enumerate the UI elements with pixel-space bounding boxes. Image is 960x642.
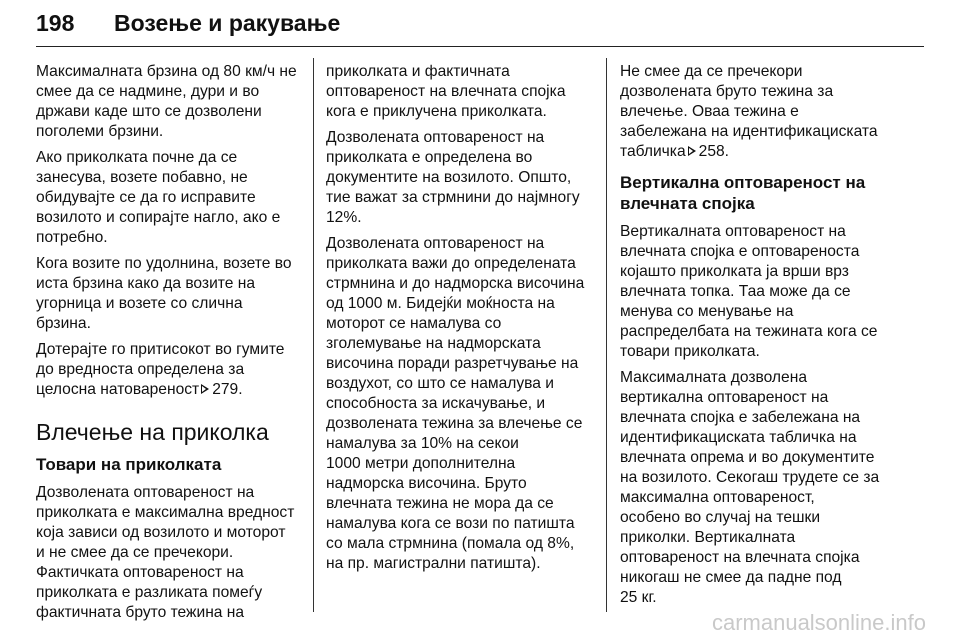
paragraph: Максималната брзина од 80 км/ч не смее да се надмине, дури и во држави каде што се дозволени поголеми брзини. [36, 63, 297, 140]
page-reference-icon [688, 146, 696, 156]
subsection-heading: Товари на приколката [36, 455, 222, 474]
chapter-heading: Влечење на приколка [36, 419, 269, 445]
paragraph: Ако приколката почне да се занесува, возете побавно, не обидувајте се да го исправите возилото и сопирајте нагло, ако е потребно. [36, 149, 281, 246]
page-reference[interactable]: 279. [212, 381, 243, 398]
paragraph: Дотерајте го притисокот во гумите до вредноста определена за целосна натовареност 279. [36, 341, 285, 398]
subsection-heading: Вертикална оптовареност на влечната спојка [620, 173, 866, 213]
text-column-3 [620, 62, 888, 614]
page-reference-icon [201, 384, 209, 394]
paragraph: приколката и фактичната оптовареност на влечната спојка кога е приклучена приколката. [326, 63, 566, 120]
watermark: carmanualsonline.info [711, 610, 926, 635]
page-number: 198 [36, 10, 75, 36]
text-column-1 [36, 62, 304, 629]
paragraph: Кога возите по удолнина, возете во иста брзина како да возите на угорница и возете со слична брзина. [36, 255, 292, 332]
paragraph: Вертикалната оптовареност на влечната спојка е оптовареноста којашто приколката ја врши врз влечната топка. Таа може да се менува со менување на распределбата на тежината кога се товари приколката. [620, 223, 878, 360]
section-title: Возење и ракување [114, 10, 341, 36]
column-divider [606, 58, 607, 612]
paragraph: Дозволената оптовареност на приколката важи до определената стрмнина и до надморска височина од 1000 м. Бидејќи моќноста на моторот се намалува со зголемување на надморската височина поради разретчување на воздухот, со што се намалува и способноста за искачување, и дозволената тежина за влечење се намалува за 10% на секои 1000 метри дополнителна надморска височина. Бруто влечната тежина не мора да се намалува кога се вози по патишта со мала стрмнина (помала од 8%, на пр. магистрални патишта). [326, 235, 585, 572]
column-divider [313, 58, 314, 612]
paragraph: Не смее да се пречекори дозволената бруто тежина за влечење. Оваа тежина е забележана на идентификациската табличка 258. [620, 63, 878, 160]
paragraph: Максималната дозволена вертикална оптовареност на влечната спојка е забележана на идентификациската табличка на влечната опрема и во документите на возилото. Секогаш трудете се за максимална оптовареност, особено во случај на тешки приколки. Вертикалната оптовареност на влечната спојка никогаш не смее да падне под 25 кг. [620, 369, 880, 606]
paragraph: Дозволената оптовареност на приколката е определена во документите на возилото. Општо, тие важат за стрмнини до најмногу 12%. [326, 129, 580, 226]
page-header [36, 6, 924, 47]
text-column-2 [326, 62, 594, 580]
page-reference[interactable]: 258. [698, 143, 730, 160]
paragraph: Дозволената оптовареност на приколката е максимална вредност која зависи од возилото и моторот и не смее да се пречекори. Фактичката оптовареност на приколката е разликата помеѓу фактичната бруто тежина на [36, 484, 295, 621]
